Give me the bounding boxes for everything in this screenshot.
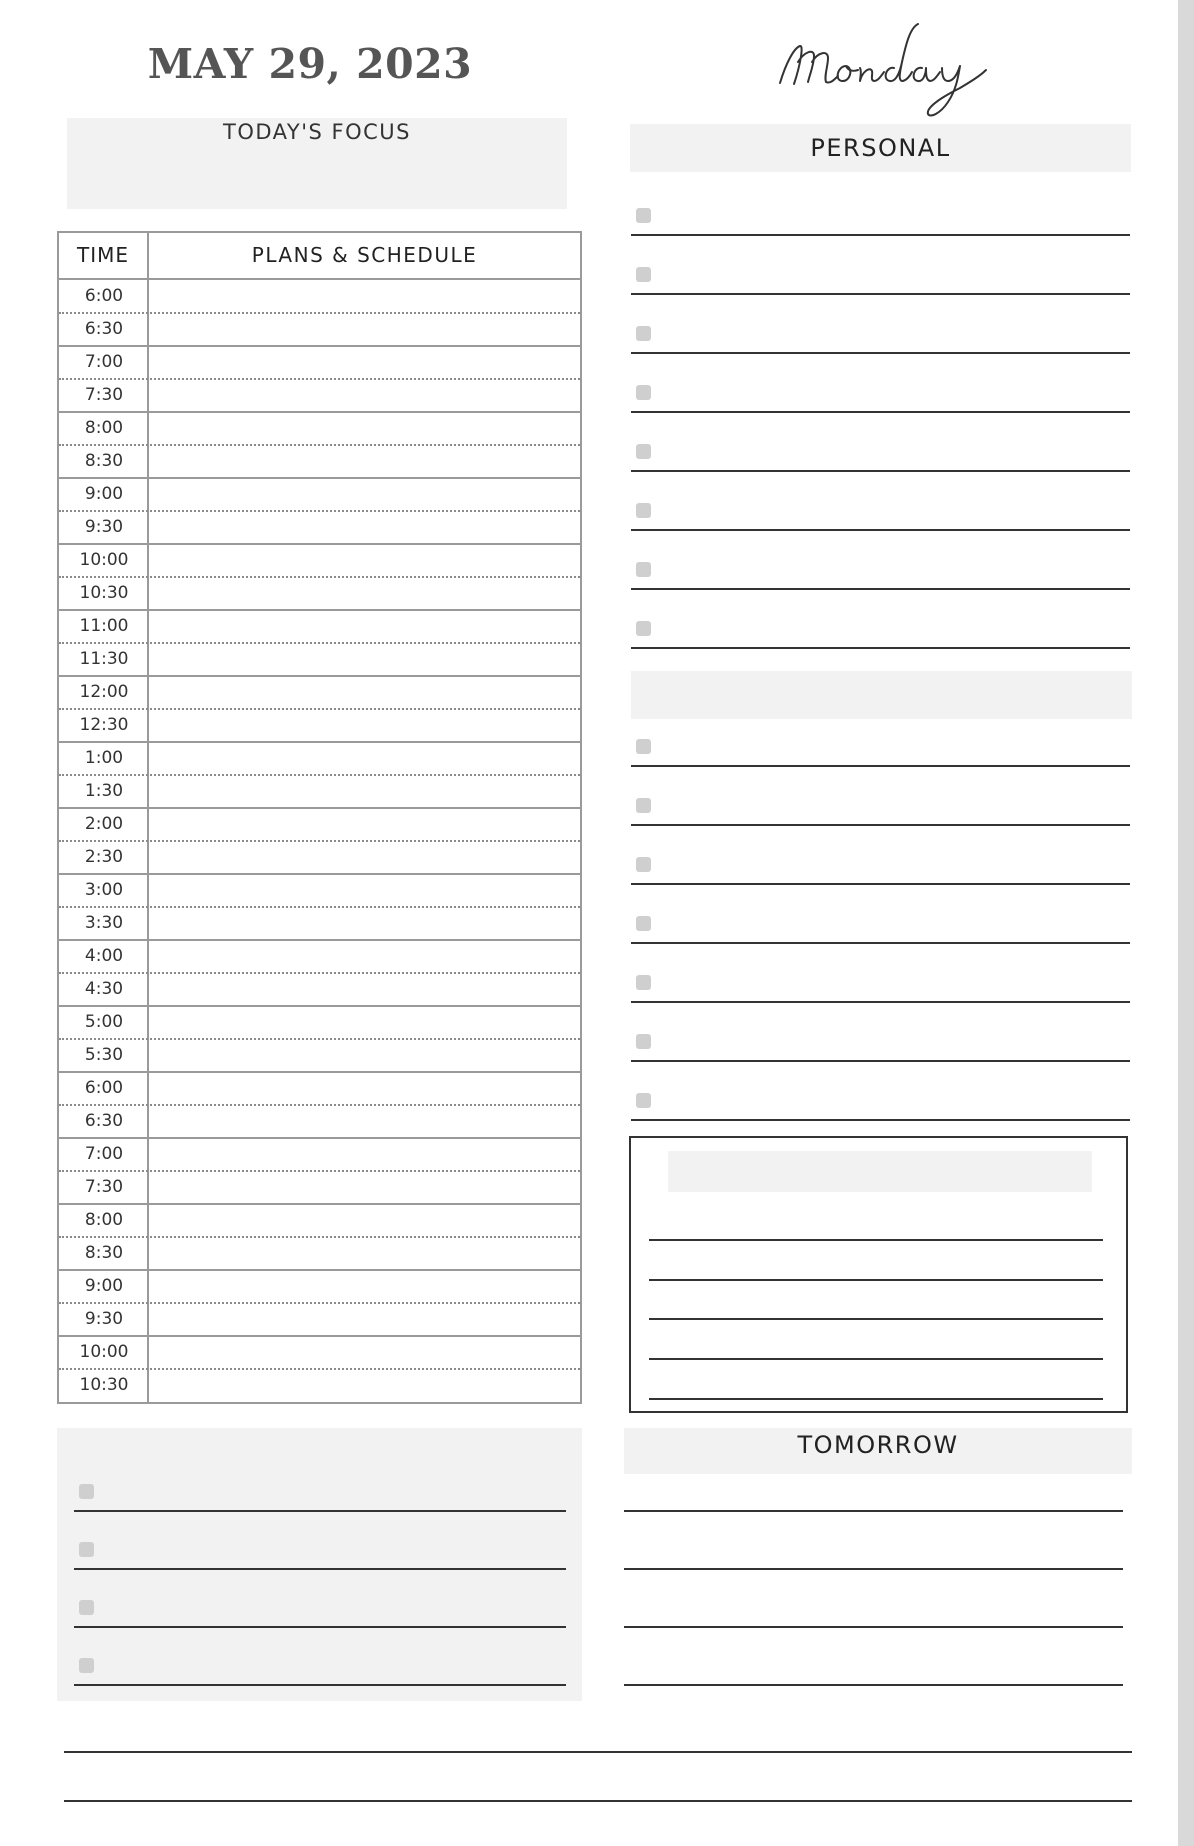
todays-focus-title: TODAY'S FOCUS (223, 120, 411, 144)
notes-line[interactable] (649, 1358, 1103, 1360)
personal-item[interactable] (631, 501, 1130, 531)
notes-line[interactable] (649, 1239, 1103, 1241)
personal-item[interactable] (631, 265, 1130, 295)
secondary-item[interactable] (631, 737, 1130, 767)
time-slot-label: 12:30 (79, 715, 129, 735)
half-hour-divider (59, 312, 580, 314)
personal-item[interactable] (631, 206, 1130, 236)
half-hour-divider (59, 378, 580, 380)
personal-item[interactable] (631, 619, 1130, 649)
secondary-item[interactable] (631, 796, 1130, 826)
personal-line (631, 529, 1130, 531)
time-slot-label: 7:00 (84, 352, 124, 372)
checkbox[interactable] (636, 385, 651, 400)
bottom-note-line[interactable] (64, 1800, 1132, 1802)
secondary-line (631, 765, 1130, 767)
half-hour-divider (59, 444, 580, 446)
time-slot-label: 11:00 (79, 616, 129, 636)
secondary-line (631, 942, 1130, 944)
secondary-line (631, 883, 1130, 885)
hour-divider (59, 741, 580, 743)
checkbox[interactable] (636, 208, 651, 223)
hour-divider (59, 1203, 580, 1205)
time-slot-label: 12:00 (79, 682, 129, 702)
half-hour-divider (59, 1038, 580, 1040)
time-slot-label: 5:30 (84, 1045, 124, 1065)
priority-line (74, 1568, 566, 1570)
checkbox[interactable] (636, 1093, 651, 1108)
time-slot-label: 8:00 (84, 1210, 124, 1230)
priority-item[interactable] (74, 1656, 566, 1686)
time-slot-label: 7:30 (84, 385, 124, 405)
page-edge-shadow (1178, 0, 1194, 1846)
half-hour-divider (59, 642, 580, 644)
checkbox[interactable] (636, 916, 651, 931)
time-slot-label: 2:00 (84, 814, 124, 834)
time-slot-label: 10:30 (79, 583, 129, 603)
secondary-item[interactable] (631, 1032, 1130, 1062)
time-slot-label: 8:30 (84, 1243, 124, 1263)
checkbox[interactable] (79, 1600, 94, 1615)
time-slot-label: 8:00 (84, 418, 124, 438)
hour-divider (59, 543, 580, 545)
personal-line (631, 234, 1130, 236)
tomorrow-line[interactable] (624, 1684, 1123, 1686)
checkbox[interactable] (636, 503, 651, 518)
personal-section-header (630, 124, 1131, 172)
weekday-script-title (760, 18, 1000, 128)
personal-item[interactable] (631, 324, 1130, 354)
time-slot-label: 8:30 (84, 451, 124, 471)
time-slot-label: 9:30 (84, 517, 124, 537)
personal-line (631, 470, 1130, 472)
secondary-line (631, 824, 1130, 826)
hour-divider (59, 873, 580, 875)
time-slot-label: 10:00 (79, 550, 129, 570)
checkbox[interactable] (636, 326, 651, 341)
half-hour-divider (59, 576, 580, 578)
personal-line (631, 293, 1130, 295)
time-slot-label: 9:30 (84, 1309, 124, 1329)
secondary-line (631, 1060, 1130, 1062)
time-slot-label: 4:30 (84, 979, 124, 999)
hour-divider (59, 939, 580, 941)
time-slot-label: 1:30 (84, 781, 124, 801)
tomorrow-line[interactable] (624, 1510, 1123, 1512)
half-hour-divider (59, 906, 580, 908)
checkbox[interactable] (79, 1542, 94, 1557)
time-slot-label: 9:00 (84, 1276, 124, 1296)
priority-line (74, 1510, 566, 1512)
tomorrow-line[interactable] (624, 1626, 1123, 1628)
time-slot-label: 6:30 (84, 319, 124, 339)
half-hour-divider (59, 510, 580, 512)
time-slot-label: 6:00 (84, 286, 124, 306)
time-slot-label: 1:00 (84, 748, 124, 768)
personal-item[interactable] (631, 560, 1130, 590)
tomorrow-line[interactable] (624, 1568, 1123, 1570)
notes-box-header (668, 1151, 1092, 1192)
secondary-item[interactable] (631, 914, 1130, 944)
time-slot-label: 2:30 (84, 847, 124, 867)
hour-divider (59, 477, 580, 479)
time-slot-label: 5:00 (84, 1012, 124, 1032)
priority-line (74, 1626, 566, 1628)
checkbox[interactable] (636, 798, 651, 813)
hour-divider (59, 1005, 580, 1007)
half-hour-divider (59, 1104, 580, 1106)
plans-column-header: PLANS & SCHEDULE (251, 243, 478, 267)
time-slot-label: 10:00 (79, 1342, 129, 1362)
weekday-script-graphic (760, 18, 1000, 128)
checkbox[interactable] (79, 1658, 94, 1673)
hour-divider (59, 609, 580, 611)
time-slot-label: 3:30 (84, 913, 124, 933)
priority-item[interactable] (74, 1482, 566, 1512)
half-hour-divider (59, 1236, 580, 1238)
secondary-item[interactable] (631, 1091, 1130, 1121)
checkbox[interactable] (636, 739, 651, 754)
page-date: MAY 29, 2023 (147, 40, 473, 88)
checkbox[interactable] (636, 857, 651, 872)
schedule-table (57, 231, 582, 1404)
secondary-line (631, 1119, 1130, 1121)
time-slot-label: 4:00 (84, 946, 124, 966)
hour-divider (59, 675, 580, 677)
hour-divider (59, 1071, 580, 1073)
secondary-item[interactable] (631, 973, 1130, 1003)
checkbox[interactable] (636, 562, 651, 577)
personal-title: PERSONAL (810, 134, 951, 162)
personal-line (631, 588, 1130, 590)
hour-divider (59, 1335, 580, 1337)
secondary-list-header (631, 671, 1132, 719)
time-slot-label: 11:30 (79, 649, 129, 669)
checkbox[interactable] (636, 975, 651, 990)
personal-line (631, 647, 1130, 649)
secondary-line (631, 1001, 1130, 1003)
half-hour-divider (59, 1368, 580, 1370)
tomorrow-section-header (624, 1428, 1132, 1474)
personal-item[interactable] (631, 442, 1130, 472)
tomorrow-title: TOMORROW (797, 1431, 959, 1459)
hour-divider (59, 411, 580, 413)
time-slot-label: 3:00 (84, 880, 124, 900)
time-slot-label: 6:00 (84, 1078, 124, 1098)
checkbox[interactable] (79, 1484, 94, 1499)
time-column-header: TIME (59, 233, 149, 278)
half-hour-divider (59, 972, 580, 974)
time-slot-label: 10:30 (79, 1375, 129, 1395)
time-slot-label: 9:00 (84, 484, 124, 504)
hour-divider (59, 1269, 580, 1271)
time-slot-label: 7:00 (84, 1144, 124, 1164)
todays-focus-box[interactable] (67, 118, 567, 209)
personal-line (631, 352, 1130, 354)
time-slot-label: 7:30 (84, 1177, 124, 1197)
notes-box (629, 1136, 1128, 1413)
personal-item[interactable] (631, 383, 1130, 413)
time-slot-label: 6:30 (84, 1111, 124, 1131)
notes-line[interactable] (649, 1318, 1103, 1320)
half-hour-divider (59, 1170, 580, 1172)
personal-line (631, 411, 1130, 413)
bottom-note-line[interactable] (64, 1751, 1132, 1753)
schedule-header-row (59, 233, 580, 280)
notes-line[interactable] (649, 1279, 1103, 1281)
notes-line[interactable] (649, 1398, 1103, 1400)
checkbox[interactable] (636, 1034, 651, 1049)
checkbox[interactable] (636, 267, 651, 282)
schedule-body[interactable] (59, 280, 580, 1402)
half-hour-divider (59, 1302, 580, 1304)
half-hour-divider (59, 840, 580, 842)
hour-divider (59, 345, 580, 347)
half-hour-divider (59, 708, 580, 710)
secondary-item[interactable] (631, 855, 1130, 885)
checkbox[interactable] (636, 621, 651, 636)
half-hour-divider (59, 774, 580, 776)
priority-item[interactable] (74, 1540, 566, 1570)
priority-line (74, 1684, 566, 1686)
hour-divider (59, 807, 580, 809)
checkbox[interactable] (636, 444, 651, 459)
hour-divider (59, 1137, 580, 1139)
priority-item[interactable] (74, 1598, 566, 1628)
